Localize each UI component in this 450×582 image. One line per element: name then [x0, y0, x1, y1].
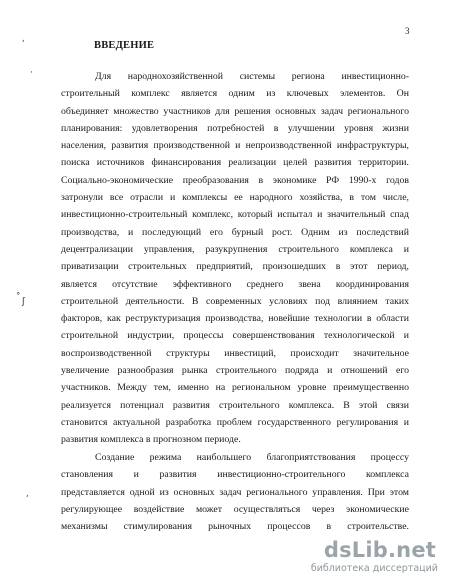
- text-line: механизмы стимулирования рыночных процессов в строительстве.: [61, 521, 409, 533]
- text-line: населения, развития производственной и непроизводственной инфраструктуры,: [61, 140, 409, 152]
- text-line: реализуется потенциал развития строительного комплекса. В этой связи: [61, 399, 409, 411]
- scan-mark: ˚: [16, 293, 21, 303]
- text-line: планирования: удовлетворения потребностей в улучшении уровня жизни: [61, 122, 409, 134]
- scan-mark: ʹ: [26, 495, 29, 505]
- paragraph-2: [61, 449, 409, 535]
- text-line: становления и развития инвестиционно-строительного комплекса: [61, 469, 409, 481]
- text-line: строительный комплекс является одним из ключевых элементов. Он: [61, 88, 409, 100]
- text-line: децентрализации управления, разукрупнения строительного комплекса и: [61, 243, 409, 255]
- text-line: объединяет множество участников для решения основных задач регионального: [61, 105, 409, 117]
- text-line: Социально-экономические преобразования в экономике РФ 1990-х годов: [61, 174, 409, 186]
- section-heading: ВВЕДЕНИЕ: [94, 40, 155, 51]
- dslib-logo[interactable]: [310, 538, 444, 578]
- text-line: развития комплекса в прогнозном периоде.: [61, 434, 241, 446]
- logo-subtitle: библиотека диссертаций: [310, 563, 438, 574]
- text-line: представляется одной из основных задач регионального управления. При этом: [61, 486, 409, 498]
- scan-mark: ʹ: [22, 40, 25, 50]
- paragraph-1: [61, 68, 409, 449]
- text-line: строительной индустрии, процессы совершенствования технологической и: [61, 330, 409, 342]
- text-line: становится актуальной разработка проблем государственного регулирования и: [61, 416, 409, 428]
- text-line: участников. Между тем, именно на региональном уровне преимущественно: [61, 382, 409, 394]
- text-line: затронули все отрасли и комплексы ее народного хозяйства, в том числе,: [61, 192, 409, 204]
- text-line: строительной деятельности. В современных условиях под влиянием таких: [61, 295, 409, 307]
- text-line: Создание режима наибольшего благоприятствования процессу: [95, 452, 409, 463]
- logo-brand: dsLib.net: [323, 538, 436, 562]
- text-line: приватизации строительных предприятий, произошедших в этот период,: [61, 261, 409, 273]
- text-line: поиска источников финансирования реализации целей развития территории.: [61, 157, 409, 169]
- scan-mark: ·: [30, 68, 33, 78]
- scan-mark: ʃ: [22, 297, 26, 307]
- text-line: регулирующее воздействие может осуществляться через экономические: [61, 503, 409, 515]
- text-line: производства, и последующий его бурный рост. Одним из последствий: [61, 226, 409, 238]
- text-line: является отсутствие эффективного среднего звена координирования: [61, 278, 409, 290]
- text-line: Для народнохозяйственной системы региона инвестиционно-: [95, 71, 409, 82]
- text-line: увеличение разнообразия рынка строительного подряда и отношений его: [61, 365, 409, 377]
- text-line: воспроизводственной структуры инвестиций, происходит значительное: [61, 347, 409, 359]
- text-line: факторов, как реструктуризация производства, новейшие технологии в области: [61, 313, 409, 325]
- page-number: 3: [405, 26, 410, 36]
- text-line: инвестиционно-строительный комплекс, который испытал и значительный спад: [61, 209, 409, 221]
